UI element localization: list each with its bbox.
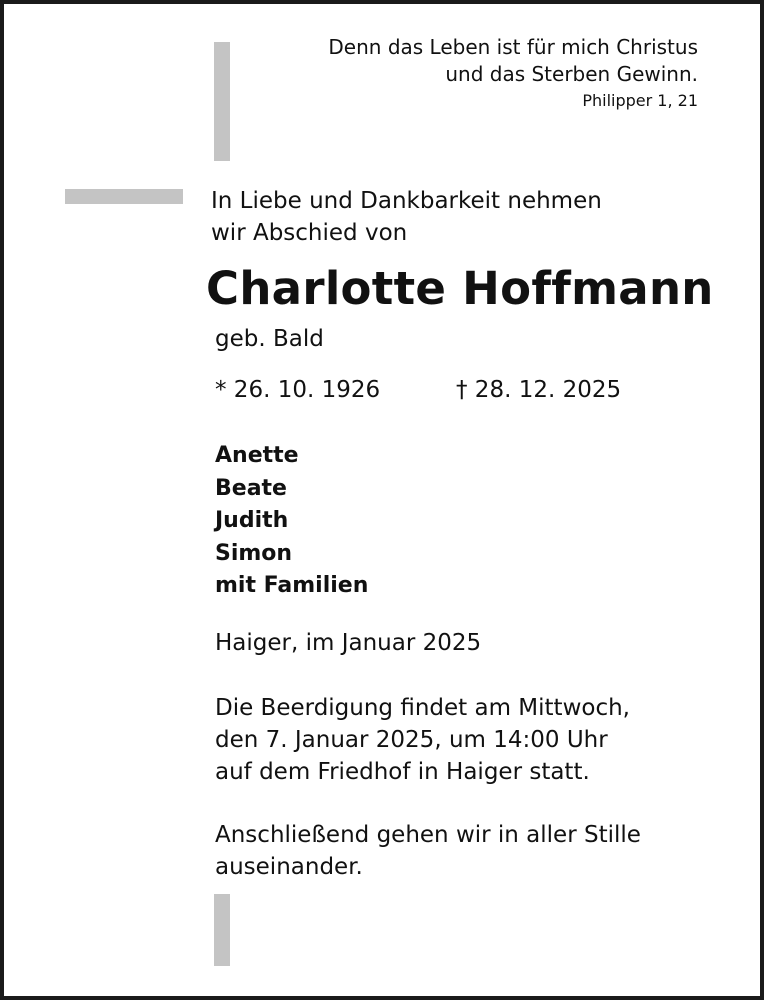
- mourner-name: Simon: [215, 540, 293, 566]
- mourner-name: Beate: [215, 475, 287, 501]
- bible-verse: [328, 34, 698, 112]
- verse-line-2: und das Sterben Gewinn.: [445, 62, 698, 86]
- closing-line-2: auseinander.: [215, 854, 363, 880]
- verse-reference: Philipper 1, 21: [582, 91, 698, 110]
- verse-line-1: Denn das Leben ist für mich Christus: [328, 35, 698, 59]
- mourners-list: [215, 440, 368, 603]
- funeral-line-3: auf dem Friedhof in Haiger statt.: [215, 759, 590, 785]
- cross-bar-top: [214, 42, 230, 161]
- funeral-line-2: den 7. Januar 2025, um 14:00 Uhr: [215, 727, 608, 753]
- mourner-name: Judith: [215, 508, 289, 533]
- place-date: Haiger, im Januar 2025: [215, 630, 482, 656]
- funeral-info: [215, 692, 630, 788]
- cross-bar-bottom: [214, 894, 230, 966]
- intro-line-1: In Liebe und Dankbarkeit nehmen: [211, 188, 602, 214]
- intro-text: [211, 185, 602, 249]
- death-date: † 28. 12. 2025: [456, 377, 622, 403]
- deceased-name: Charlotte Hoffmann: [206, 262, 714, 315]
- maiden-name: geb. Bald: [215, 326, 324, 352]
- mourner-families: mit Familien: [215, 573, 369, 598]
- closing-line-1: Anschließend gehen wir in aller Stille: [215, 822, 641, 848]
- mourner-name: Anette: [215, 443, 299, 468]
- birth-date: * 26. 10. 1926: [215, 377, 381, 403]
- closing-note: [215, 819, 641, 883]
- cross-bar-left: [65, 189, 183, 204]
- intro-line-2: wir Abschied von: [211, 220, 408, 246]
- funeral-line-1: Die Beerdigung findet am Mittwoch,: [215, 695, 630, 721]
